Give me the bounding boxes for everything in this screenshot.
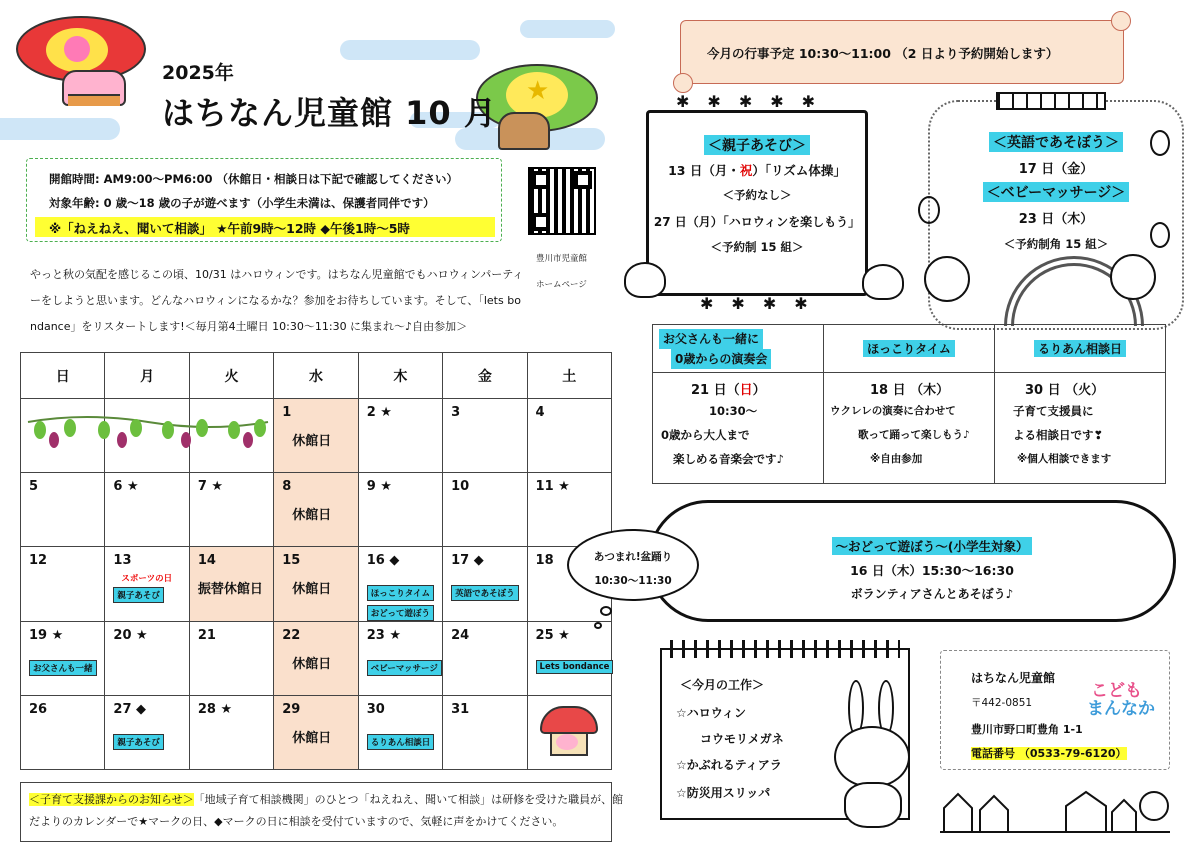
event-header-ruriann — [995, 325, 1166, 373]
event-header-line: ほっこりタイム — [863, 340, 955, 357]
craft-item: ☆ハロウィン — [676, 706, 747, 720]
day-number: 1 — [282, 405, 292, 420]
weekday-header: 水 — [274, 353, 358, 399]
day-number: 11 — [535, 479, 554, 494]
opening-hours: 開館時間: AM9:00～PM6:00 （休館日・相談日は下記で確認してください） — [49, 172, 459, 186]
child-face-illustration — [1110, 254, 1156, 300]
qr-code-icon — [528, 167, 596, 235]
day-number: 31 — [451, 702, 470, 717]
day-number: 2 — [366, 405, 376, 420]
event-header-line: 0歳からの演奏会 — [671, 349, 771, 369]
calendar-day-cell — [443, 547, 527, 622]
event-tag: ベビーマッサージ — [367, 660, 442, 676]
balloon-icon — [1150, 130, 1170, 156]
consult-mark: ★ — [558, 628, 570, 643]
event-line: 子育て支援員に — [1013, 404, 1094, 418]
day-number: 5 — [29, 479, 39, 494]
day-number: 4 — [535, 405, 545, 420]
weekday-header: 木 — [358, 353, 442, 399]
calendar-day-cell — [527, 622, 611, 696]
calendar-day-cell — [527, 399, 611, 473]
calendar-day-cell — [274, 473, 358, 547]
event-tag: お父さんも一緒 — [29, 660, 97, 676]
event-date: ） — [752, 383, 766, 398]
day-number: 26 — [29, 702, 48, 717]
oyako-line: ＜予約制 15 組＞ — [710, 240, 804, 254]
ribbon-banner-illustration — [996, 92, 1106, 110]
closed-label: 休館日 — [292, 434, 332, 449]
day-number: 22 — [282, 628, 301, 643]
craft-item: ☆かぶれるティアラ — [676, 758, 782, 772]
oyako-line: 27 日（月）「ハロウィンを楽しもう」 — [653, 215, 861, 229]
bubble-line: 10:30～11:30 — [594, 575, 672, 587]
event-tag: 親子あそび — [113, 587, 164, 603]
weekday-header: 火 — [189, 353, 273, 399]
day-number: 30 — [366, 702, 385, 717]
calendar-day-cell — [358, 399, 442, 473]
weekday-header: 金 — [443, 353, 527, 399]
calendar-day-cell — [105, 696, 189, 770]
holiday-mark: 祝 — [739, 163, 753, 178]
bubble-line: あつまれ!盆踊り — [593, 551, 673, 563]
calendar-body — [21, 399, 612, 770]
event-date: 18 日 （木） — [870, 383, 950, 398]
calendar-day-cell — [105, 547, 189, 622]
consult-mark: ★ — [127, 479, 139, 494]
mushroom-house-illustration — [538, 706, 600, 758]
day-number: 8 — [282, 479, 292, 494]
balloon-icon — [1150, 222, 1170, 248]
calendar-day-cell — [358, 473, 442, 547]
weekday-header: 土 — [527, 353, 611, 399]
calendar-day-cell — [21, 696, 105, 770]
notebook-rings — [670, 640, 900, 658]
events-table — [652, 324, 1166, 484]
child-face-illustration — [924, 256, 970, 302]
contact-box — [940, 650, 1170, 770]
intro-line: ーをしようと思います。どんなハロウィンになるかな？参加をお待ちしています。そして、「lets bo — [30, 294, 521, 307]
event-cell-concert — [653, 373, 824, 484]
closed-label: 休館日 — [292, 731, 332, 746]
calendar-day-cell — [189, 696, 273, 770]
consult-mark: ★ — [389, 628, 401, 643]
event-header-line: お父さんも一緒に — [659, 329, 763, 349]
event-line: よる相談日です❣ — [1013, 428, 1104, 442]
calendar-day-cell — [358, 696, 442, 770]
day-number: 7 — [197, 479, 207, 494]
balloon-star-illustration: ★ — [476, 64, 598, 132]
day-number: 23 — [366, 628, 385, 643]
odotte-asobou-box — [648, 500, 1176, 622]
chick-illustration — [862, 264, 904, 300]
oyako-asobi-title: ＜親子あそび＞ — [704, 135, 810, 155]
bubble-tail — [600, 606, 612, 616]
star-decoration-row: ✱✱✱✱ — [700, 294, 826, 313]
cloud-decoration — [0, 118, 120, 140]
day-number: 6 — [113, 479, 123, 494]
calendar-day-cell — [274, 547, 358, 622]
event-header-line: るりあん相談日 — [1034, 340, 1126, 357]
notice-box — [20, 782, 624, 842]
odotte-title: ～おどって遊ぼう～(小学生対象） — [832, 537, 1033, 555]
event-line: 10:30～ — [709, 404, 758, 418]
cloud-decoration — [520, 20, 615, 38]
weekday-header-row — [21, 353, 612, 399]
calendar-day-cell — [274, 622, 358, 696]
calendar-day-cell — [443, 696, 527, 770]
bubble-tail — [594, 622, 602, 629]
intro-line: ndance」をリスタートします!＜毎月第4土曜日 10:30～11:30 に集まれ～♪自由参加＞ — [30, 320, 468, 333]
event-header-hokkori — [824, 325, 995, 373]
facility-name: はちなん児童館 — [971, 671, 1056, 685]
day-number: 18 — [535, 553, 554, 568]
calendar-day-cell — [358, 622, 442, 696]
calendar-day-cell — [358, 547, 442, 622]
pig-basket-illustration — [62, 70, 126, 106]
calendar-day-cell — [21, 622, 105, 696]
eigo-date: 17 日（金） — [1018, 162, 1094, 177]
craft-item: ☆防災用スリッパ — [676, 786, 771, 800]
calendar-day-cell — [21, 473, 105, 547]
event-tag: Lets bondance — [536, 660, 614, 674]
day-number: 21 — [197, 628, 216, 643]
qr-label-homepage: ホームページ — [536, 280, 587, 290]
intro-text — [30, 262, 610, 340]
schedule-banner — [680, 20, 1124, 84]
day-number: 28 — [197, 702, 216, 717]
event-date-day: 日 — [739, 383, 753, 398]
day-number: 14 — [197, 553, 216, 568]
rabbit-illustration — [830, 680, 920, 830]
notice-line: だよりのカレンダーで★マークの日、◆マークの日に相談を受付ていますので、気軽に声をかけてください。 — [29, 815, 564, 828]
calendar-day-cell — [189, 547, 273, 622]
target-ages: 対象年齢: 0 歳～18 歳の子が遊べます（小学生未満は、保護者同伴です） — [49, 196, 435, 210]
day-number: 29 — [282, 702, 301, 717]
cloud-decoration — [340, 40, 480, 60]
oyako-line: ＜予約なし＞ — [722, 188, 792, 202]
balloon-icon — [918, 196, 940, 224]
consult-mark: ◆ — [473, 553, 484, 568]
event-cell-ruriann — [995, 373, 1166, 484]
baby-massage-title: ＜ベビーマッサージ＞ — [983, 182, 1130, 202]
kodomo-mannaka-logo: こども — [1091, 681, 1142, 701]
sweet-potato-vine-illustration — [26, 410, 270, 450]
substitute-closed-label: 振替休館日 — [197, 582, 263, 597]
day-number: 16 — [366, 553, 385, 568]
event-tag: るりあん相談日 — [367, 734, 435, 750]
holiday-label: スポーツの日 — [121, 574, 173, 584]
oyako-line: ）「リズム体操」 — [752, 163, 846, 178]
closed-label: 休館日 — [292, 582, 332, 597]
house-town-illustration — [940, 784, 1170, 834]
chick-illustration — [624, 262, 666, 298]
event-tag: 英語であそぼう — [451, 585, 519, 601]
info-box — [26, 158, 502, 242]
calendar-day-cell — [274, 696, 358, 770]
qr-label-city: 豊川市児童館 — [536, 254, 588, 264]
consult-mark: ★ — [51, 628, 64, 643]
calendar-week-row — [21, 696, 612, 770]
calendar-day-cell — [189, 473, 273, 547]
day-number: 19 — [29, 628, 48, 643]
phone-number: 電話番号 （0533-79-6120） — [971, 747, 1127, 760]
event-line: 0歳から大人まで — [661, 428, 750, 442]
calendar-day-cell — [443, 399, 527, 473]
closed-label: 休館日 — [292, 657, 332, 672]
event-tag: 親子あそび — [113, 734, 164, 750]
consult-mark: ★ — [136, 628, 148, 643]
odotte-line: ボランティアさんとあそぼう♪ — [850, 587, 1014, 601]
day-number: 17 — [451, 553, 470, 568]
notice-heading: ＜子育て支援課からのお知らせ＞ — [29, 793, 194, 806]
calendar-week-row — [21, 547, 612, 622]
odotte-line: 16 日（木）15:30～16:30 — [850, 563, 1014, 578]
weekday-header: 月 — [105, 353, 189, 399]
day-number: 13 — [113, 553, 132, 568]
day-number: 25 — [535, 628, 554, 643]
kodomo-mannaka-logo: まんなか — [1087, 699, 1155, 719]
craft-item: コウモリメガネ — [700, 732, 784, 746]
year-label: 2025年 — [162, 62, 234, 84]
craft-title: ＜今月の工作＞ — [680, 678, 765, 692]
day-number: 12 — [29, 553, 48, 568]
star-decoration-row: ✱✱✱✱✱ — [676, 92, 834, 111]
calendar-day-cell — [443, 622, 527, 696]
intro-line: やっと秋の気配を感じるこの頃、10/31 はハロウィンです。はちなん児童館でもハロウィンパーティ — [30, 268, 524, 281]
address: 豊川市野口町豊角 1-1 — [971, 723, 1083, 736]
day-number: 9 — [366, 479, 376, 494]
consult-mark: ★ — [211, 479, 224, 494]
consult-mark: ★ — [380, 479, 392, 494]
oyako-line: 13 日（月・ — [668, 163, 740, 178]
baby-massage-note: ＜予約制角 15 組＞ — [1003, 237, 1109, 251]
bon-odori-bubble — [567, 529, 699, 601]
event-line: ※自由参加 — [870, 453, 923, 465]
consult-mark: ★ — [380, 405, 392, 420]
closed-label: 休館日 — [292, 508, 332, 523]
baby-massage-date: 23 日（木） — [1018, 212, 1094, 227]
event-date: 21 日（ — [691, 383, 740, 398]
day-number: 10 — [451, 479, 470, 494]
event-tag: ほっこりタイム — [367, 585, 434, 601]
consultation-hours: ※「ねえねえ、聞いて相談」 ★午前9時～12時 ◆午後1時～5時 — [35, 217, 495, 237]
event-header-concert — [653, 325, 824, 373]
consult-mark: ◆ — [389, 553, 400, 568]
oyako-asobi-box — [646, 110, 868, 296]
event-line: 歌って踊って楽しもう♪ — [858, 429, 970, 441]
notice-line: 「地域子育て相談機関」のひとつ「ねえねえ、聞いて相談」は研修を受けた職員が、館 — [193, 793, 624, 806]
day-number: 24 — [451, 628, 470, 643]
day-number: 15 — [282, 553, 301, 568]
day-number: 3 — [451, 405, 461, 420]
postal-code: 〒442-0851 — [971, 697, 1033, 709]
consult-mark: ★ — [558, 479, 570, 494]
consult-mark: ◆ — [136, 702, 147, 717]
event-cell-hokkori — [824, 373, 995, 484]
schedule-banner-text: 今月の行事予定 10:30～11:00 （2 日より予約開始します） — [707, 46, 1059, 61]
calendar-day-cell — [274, 399, 358, 473]
calendar-week-row — [21, 622, 612, 696]
day-number: 27 — [113, 702, 132, 717]
consult-mark: ★ — [220, 702, 233, 717]
weekday-header: 日 — [21, 353, 105, 399]
calendar-day-cell — [105, 622, 189, 696]
page-title: はちなん児童館 10 月 — [162, 94, 497, 132]
event-date: 30 日 （火） — [1025, 383, 1105, 398]
calendar-week-row — [21, 473, 612, 547]
event-line: ※個人相談できます — [1017, 453, 1112, 465]
calendar-day-cell — [189, 622, 273, 696]
calendar-day-cell — [21, 547, 105, 622]
event-tag: おどって遊ぼう — [367, 605, 434, 621]
bear-basket-illustration — [498, 112, 550, 150]
event-line: ウクレレの演奏に合わせて — [830, 405, 956, 417]
event-line: 楽しめる音楽会です♪ — [673, 452, 784, 466]
calendar-day-cell — [443, 473, 527, 547]
day-number: 20 — [113, 628, 132, 643]
calendar-day-cell — [105, 473, 189, 547]
eigo-title: ＜英語であそぼう＞ — [989, 132, 1123, 152]
